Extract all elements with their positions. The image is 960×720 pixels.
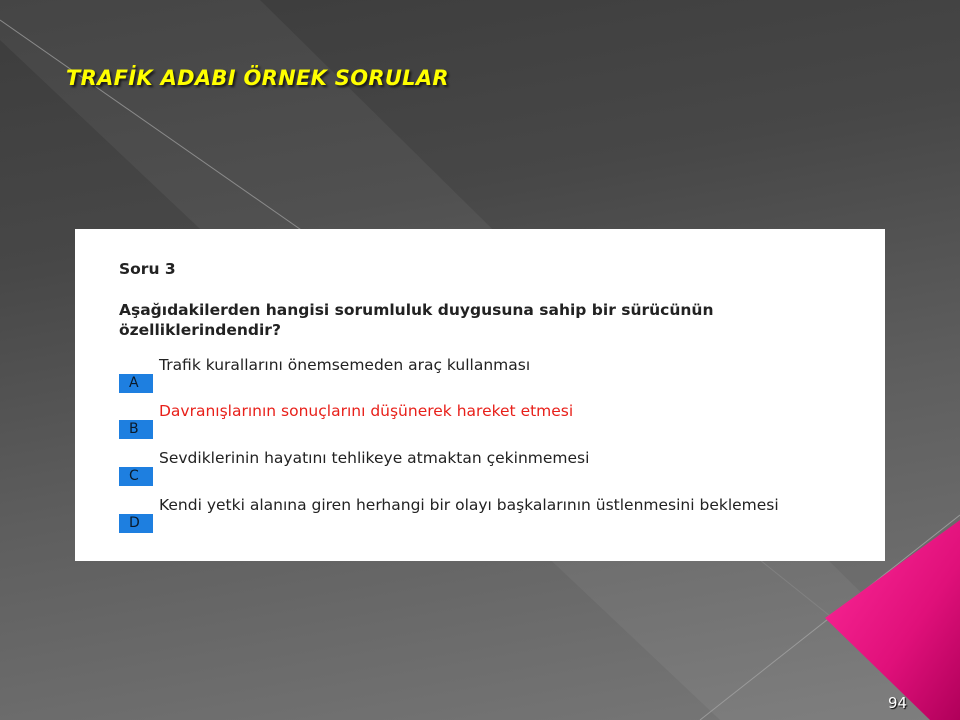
page-number: 94 — [888, 694, 908, 712]
option-a-text: Trafik kurallarını önemsemeden araç kullanması — [159, 356, 531, 374]
option-b-key[interactable]: B — [119, 420, 153, 439]
option-b[interactable] — [119, 402, 879, 438]
option-a-key[interactable]: A — [119, 374, 153, 393]
question-number: Soru 3 — [119, 260, 176, 278]
option-b-text: Davranışlarının sonuçlarını düşünerek hareket etmesi — [159, 402, 574, 420]
question-text: Aşağıdakilerden hangisi sorumluluk duygusuna sahip bir sürücünün özelliklerindendir? — [119, 301, 714, 339]
option-c-key[interactable]: C — [119, 467, 153, 486]
option-d-text: Kendi yetki alanına giren herhangi bir olayı başkalarının üstlenmesini beklemesi — [159, 496, 779, 514]
option-c-text: Sevdiklerinin hayatını tehlikeye atmaktan çekinmemesi — [159, 449, 590, 467]
option-c[interactable] — [119, 449, 879, 485]
quiz-panel — [75, 229, 885, 561]
slide-title: TRAFİK ADABI ÖRNEK SORULAR — [66, 66, 449, 90]
option-d-key[interactable]: D — [119, 514, 153, 533]
option-d[interactable] — [119, 496, 879, 532]
option-a[interactable] — [119, 356, 879, 392]
